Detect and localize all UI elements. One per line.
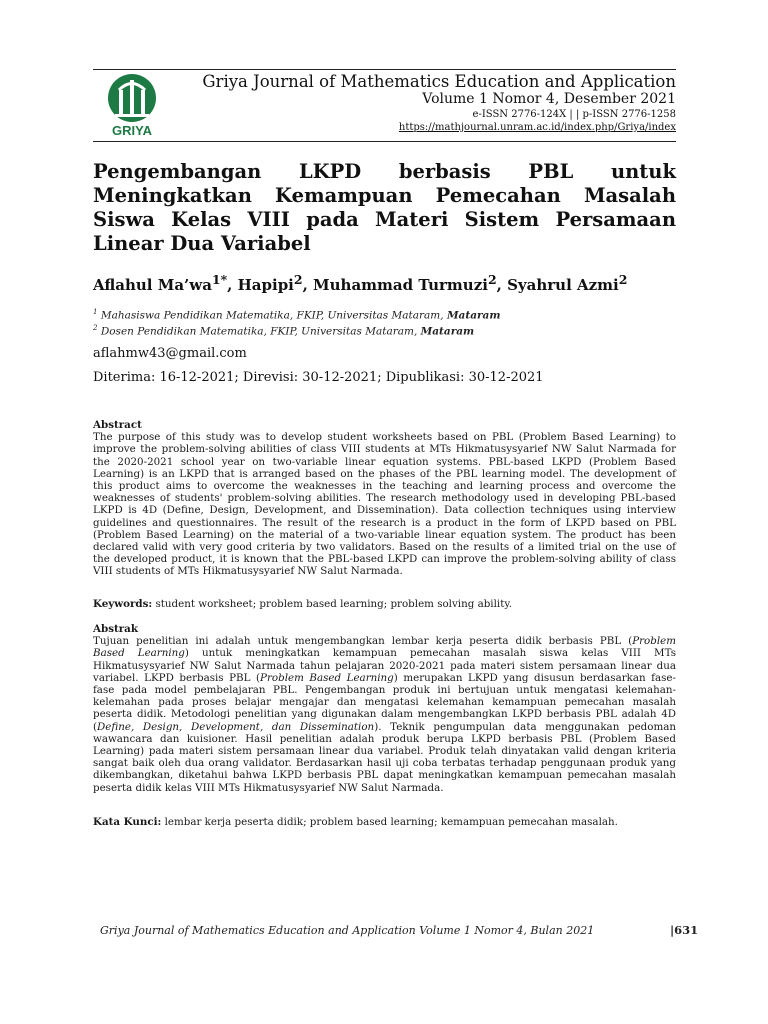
griya-logo-icon (104, 73, 160, 139)
text-line: guidelines and questionnaires. The result of the research is a product in the form of LKPD based on PBL (93, 516, 676, 529)
abstrak-heading: Abstrak (93, 623, 138, 635)
logo-text: GRIYA (112, 123, 152, 138)
text-line: fase pada model pembelajaran PBL. Pengembangan produk ini bertujuan untuk mengatasi kelemahan- (93, 684, 676, 697)
author-name: Hapipi (237, 276, 294, 294)
text-line: (Define, Design, Development, dan Dissemination). Teknik pengumpulan data menggunakan pedoman (93, 720, 676, 733)
publication-dates: Diterima: 16-12-2021; Direvisi: 30-12-2021; Dipublikasi: 30-12-2021 (93, 370, 544, 385)
text-line: the developed product, it is known that the PBL-based LKPD can improve the problem-solving ability of class (93, 553, 676, 566)
abstrak-section (93, 623, 676, 794)
author-sup: 1* (211, 272, 228, 287)
text-line: improve the problem-solving abilities of class VIII students at MTs Hikmatusysyarief NW Salut Narmada for (93, 443, 676, 456)
header-bottom-rule (93, 141, 676, 142)
keywords: Keywords: student worksheet; problem based learning; problem solving ability. (93, 598, 513, 610)
page-footer: Griya Journal of Mathematics Education and Application Volume 1 Nomor 4, Bulan 2021 (100, 924, 595, 937)
text-line: Learning) is an LKPD that is arranged based on the phases of the PBL learning model. The development of (93, 467, 676, 480)
text-line: declared valid with very good criteria by two validators. Based on the results of a limited trial on the use of (93, 541, 676, 554)
text-line: kelemahan pada proses belajar mengajar dan mengatasi kelemahan kemampuan pemecahan masalah (93, 696, 676, 709)
text-line: The purpose of this study was to develop student worksheets based on PBL (Problem Based Learning) to (93, 431, 676, 444)
page-number: |631 (670, 923, 699, 937)
author-name: Syahrul Azmi (507, 276, 619, 294)
author-list: Aflahul $Ma’wa^{1*}$, Hapipi$^2$, Muhammad Turmuzi$^2$, Syahrul Azmi$^2$ (93, 272, 628, 294)
text-line: the 2020-2021 school year on two-variable linear equation systems. PBL-based LKPD (Problem Based (93, 455, 676, 468)
author-email-link[interactable]: aflahmw43@gmail.com (93, 346, 247, 361)
text-line: peserta didik kelas VIII MTs Hikmatusysyarief NW Salut Narmada. (93, 781, 444, 794)
author-name: Aflahul Ma’wa (93, 276, 212, 294)
author-sup: 2 (293, 272, 303, 287)
author-name: Muhammad Turmuzi (313, 276, 488, 294)
header-top-rule (93, 69, 676, 70)
text-line: wawancara dan kuisioner. Hasil penelitian adalah produk berupa LKPD berbasis PBL (Problem Based (93, 732, 676, 745)
text-line: peserta didik. Metodologi penelitian yang digunakan dalam mengembangkan LKPD berbasis PBL adalah 4D (93, 708, 676, 721)
text-line: Tujuan penelitian ini adalah untuk mengembangkan lembar kerja peserta didik berbasis PBL (Problem (93, 635, 676, 648)
abstract-heading: Abstract (93, 419, 142, 431)
text-line: variabel. LKPD berbasis PBL (Problem Based Learning) merupakan LKPD yang disusun berdasarkan fase- (93, 671, 676, 684)
journal-url-link[interactable]: https://mathjournal.unram.ac.id/index.php/Griya/index (398, 122, 676, 133)
text-line: Hikmatusysyarief NW Salut Narmada tahun pelajaran 2020-2021 pada materi sistem persamaan linear dua (93, 659, 676, 672)
text-line: dikembangkan, diketahui bahwa LKPD berbasis PBL dapat meningkatkan kemampuan pemecahan masalah (93, 769, 676, 782)
affiliation-2: $^2$ Dosen Pendidikan Matematika, FKIP, Universitas Mataram, Mataram (93, 324, 475, 338)
text-line: LKPD is 4D (Define, Design, Development, and Dissemination). Data collection techniques using interview (93, 504, 676, 517)
text-line: Learning) pada materi sistem persamaan linear dua variabel. Produk telah dinyatakan valid dengan kriteria (93, 745, 676, 758)
text-line: Based Learning) untuk meningkatkan kemampuan pemecahan masalah siswa kelas VIII MTs (93, 647, 676, 660)
text-line: sangat baik oleh dua orang validator. Berdasarkan hasil uji coba terbatas terhadap penggunaan produk yang (93, 757, 676, 770)
kata-kunci: Kata Kunci: lembar kerja peserta didik; problem based learning; kemampuan pemecahan masalah. (93, 816, 618, 828)
text-line: weaknesses of students' problem-solving abilities. The research methodology used in developing PBL-based (93, 492, 676, 505)
author-sup: 2 (618, 272, 628, 287)
article-title: Pengembangan LKPD berbasis PBL untuk Meningkatkan Kemampuan Pemecahan Masalah Siswa Kelas VIII pada Materi Sistem Persamaan Linear Dua Variabel (93, 160, 676, 255)
text-line: VIII students of MTs Hikmatusysyarief NW Salut Narmada. (93, 565, 403, 578)
author-sup: 2 (487, 272, 497, 287)
text-line: this product aims to overcome the weaknesses in the teaching and learning process and overcome the (93, 480, 676, 493)
journal-volume: Volume 1 Nomor 4, Desember 2021 (422, 91, 676, 107)
text-line: (Problem Based Learning) on the material of a two-variable linear equation system. The product has been (93, 528, 676, 541)
affiliation-1: $^1$ Mahasiswa Pendidikan Matematika, FKIP, Universitas Mataram, Mataram (93, 308, 501, 322)
abstract-section (93, 419, 676, 578)
journal-issn: e-ISSN 2776-124X | | p-ISSN 2776-1258 (472, 109, 676, 120)
journal-name: Griya Journal of Mathematics Education and Application (202, 72, 676, 91)
journal-header (202, 72, 676, 134)
